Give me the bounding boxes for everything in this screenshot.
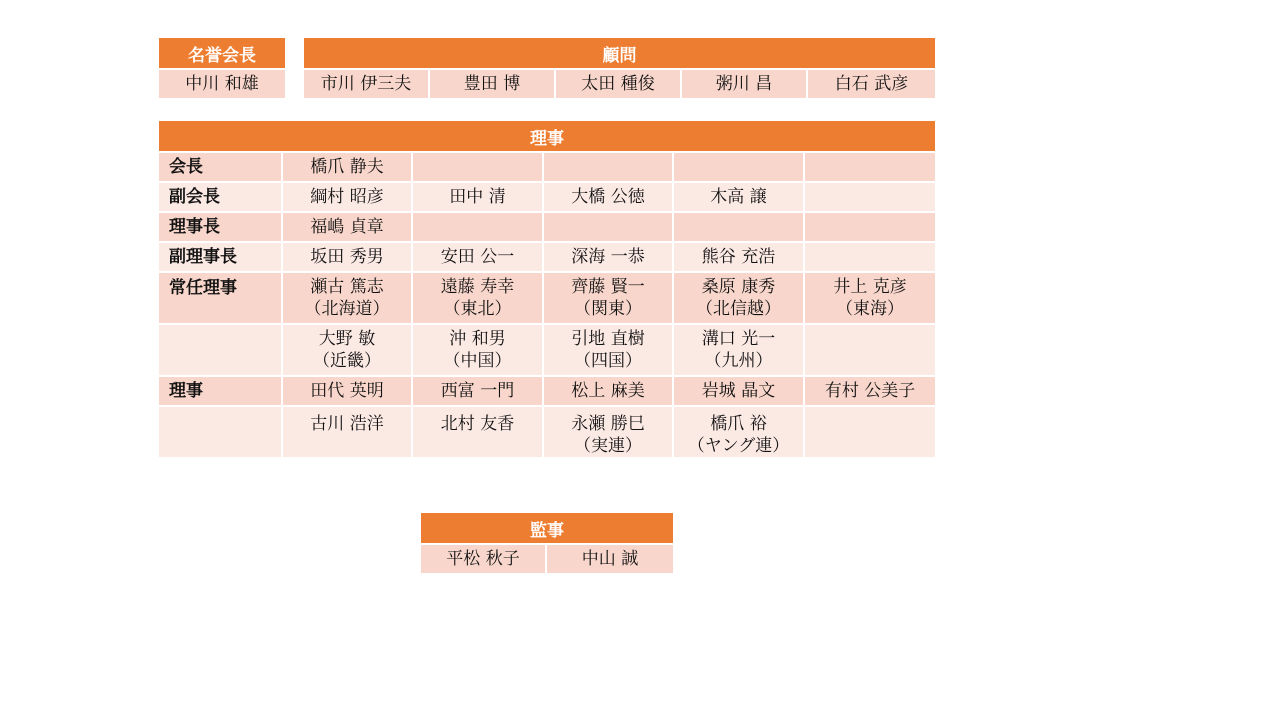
member-name: 橋爪 静夫 (283, 151, 413, 181)
auditors-table (421, 513, 673, 573)
member-name: 沖 和男 (449, 329, 506, 349)
honorary-header: 名誉会長 (159, 38, 285, 68)
member-cell (413, 323, 544, 375)
member-name: 齊藤 賢一 (571, 277, 645, 297)
member-name: 坂田 秀男 (283, 241, 413, 271)
member-name (805, 151, 935, 181)
member-name (413, 151, 544, 181)
advisor-name: 豊田 博 (430, 68, 556, 98)
member-region: （四国） (574, 351, 642, 371)
member-name: 溝口 光一 (701, 329, 776, 349)
advisor-name: 市川 伊三夫 (304, 68, 430, 98)
member-name: 松上 麻美 (544, 375, 674, 405)
member-region: （九州） (704, 351, 773, 371)
member-name (805, 181, 935, 211)
row-label: 理事 (159, 375, 283, 405)
member-region: （関東） (574, 299, 642, 319)
member-name: 綱村 昭彦 (283, 181, 413, 211)
member-name: 北村 友香 (440, 414, 515, 434)
member-cell (283, 271, 413, 323)
member-name: 田代 英明 (283, 375, 413, 405)
member-name: 西富 一門 (413, 375, 544, 405)
member-name: 岩城 晶文 (674, 375, 805, 405)
member-cell (544, 323, 674, 375)
member-name: 瀬古 篤志 (310, 277, 384, 297)
member-name (805, 211, 935, 241)
auditor-name: 中山 誠 (547, 543, 673, 573)
member-name (413, 211, 544, 241)
member-name: 遠藤 寿幸 (440, 277, 515, 297)
member-cell (805, 405, 935, 457)
member-name: 田中 清 (413, 181, 544, 211)
member-name: 永瀬 勝巳 (571, 414, 645, 434)
member-region: （東北） (443, 299, 512, 319)
row-label (159, 323, 283, 375)
member-name: 木高 譲 (674, 181, 805, 211)
member-region: （ヤング連） (687, 436, 790, 456)
advisor-header: 顧問 (304, 38, 935, 68)
member-region: （北海道） (304, 299, 390, 319)
member-name: 井上 克彦 (833, 277, 907, 297)
row-label: 副理事長 (159, 241, 283, 271)
member-name: 有村 公美子 (805, 375, 935, 405)
auditors-header: 監事 (421, 513, 673, 543)
member-region: （東海） (836, 299, 905, 319)
row-label: 副会長 (159, 181, 283, 211)
row-label: 常任理事 (159, 271, 283, 323)
row-label: 会長 (159, 151, 283, 181)
row-label (159, 405, 283, 457)
member-cell (283, 323, 413, 375)
member-name: 福嶋 貞章 (283, 211, 413, 241)
member-name: 古川 浩洋 (310, 414, 384, 434)
advisor-table (304, 38, 935, 98)
directors-header: 理事 (159, 121, 935, 151)
honorary-chairman-table (159, 38, 285, 98)
member-name (805, 241, 935, 271)
member-name: 安田 公一 (413, 241, 544, 271)
member-cell (544, 271, 674, 323)
advisor-name: 白石 武彦 (808, 68, 935, 98)
member-cell (283, 405, 413, 457)
member-region: （近畿） (313, 351, 381, 371)
member-cell (544, 405, 674, 457)
directors-table (159, 121, 935, 457)
member-name (544, 151, 674, 181)
member-name: 橋爪 裕 (710, 414, 767, 434)
member-name (674, 211, 805, 241)
member-cell (413, 271, 544, 323)
member-name (544, 211, 674, 241)
member-region: （実連） (574, 436, 642, 456)
member-region: （北信越） (696, 299, 781, 319)
member-name (674, 151, 805, 181)
member-name: 熊谷 充浩 (674, 241, 805, 271)
honorary-name: 中川 和雄 (159, 68, 285, 98)
member-cell (413, 405, 544, 457)
member-cell (674, 405, 805, 457)
member-cell (674, 323, 805, 375)
member-region: （中国） (443, 351, 512, 371)
advisor-name: 粥川 昌 (682, 68, 808, 98)
member-name: 桑原 康秀 (701, 277, 776, 297)
row-label: 理事長 (159, 211, 283, 241)
member-cell (674, 271, 805, 323)
advisor-name: 太田 種俊 (556, 68, 682, 98)
member-name: 引地 直樹 (571, 329, 645, 349)
member-name: 深海 一恭 (544, 241, 674, 271)
auditor-name: 平松 秋子 (421, 543, 547, 573)
member-cell (805, 323, 935, 375)
member-name: 大橋 公徳 (544, 181, 674, 211)
member-cell (805, 271, 935, 323)
member-name: 大野 敏 (318, 329, 376, 349)
